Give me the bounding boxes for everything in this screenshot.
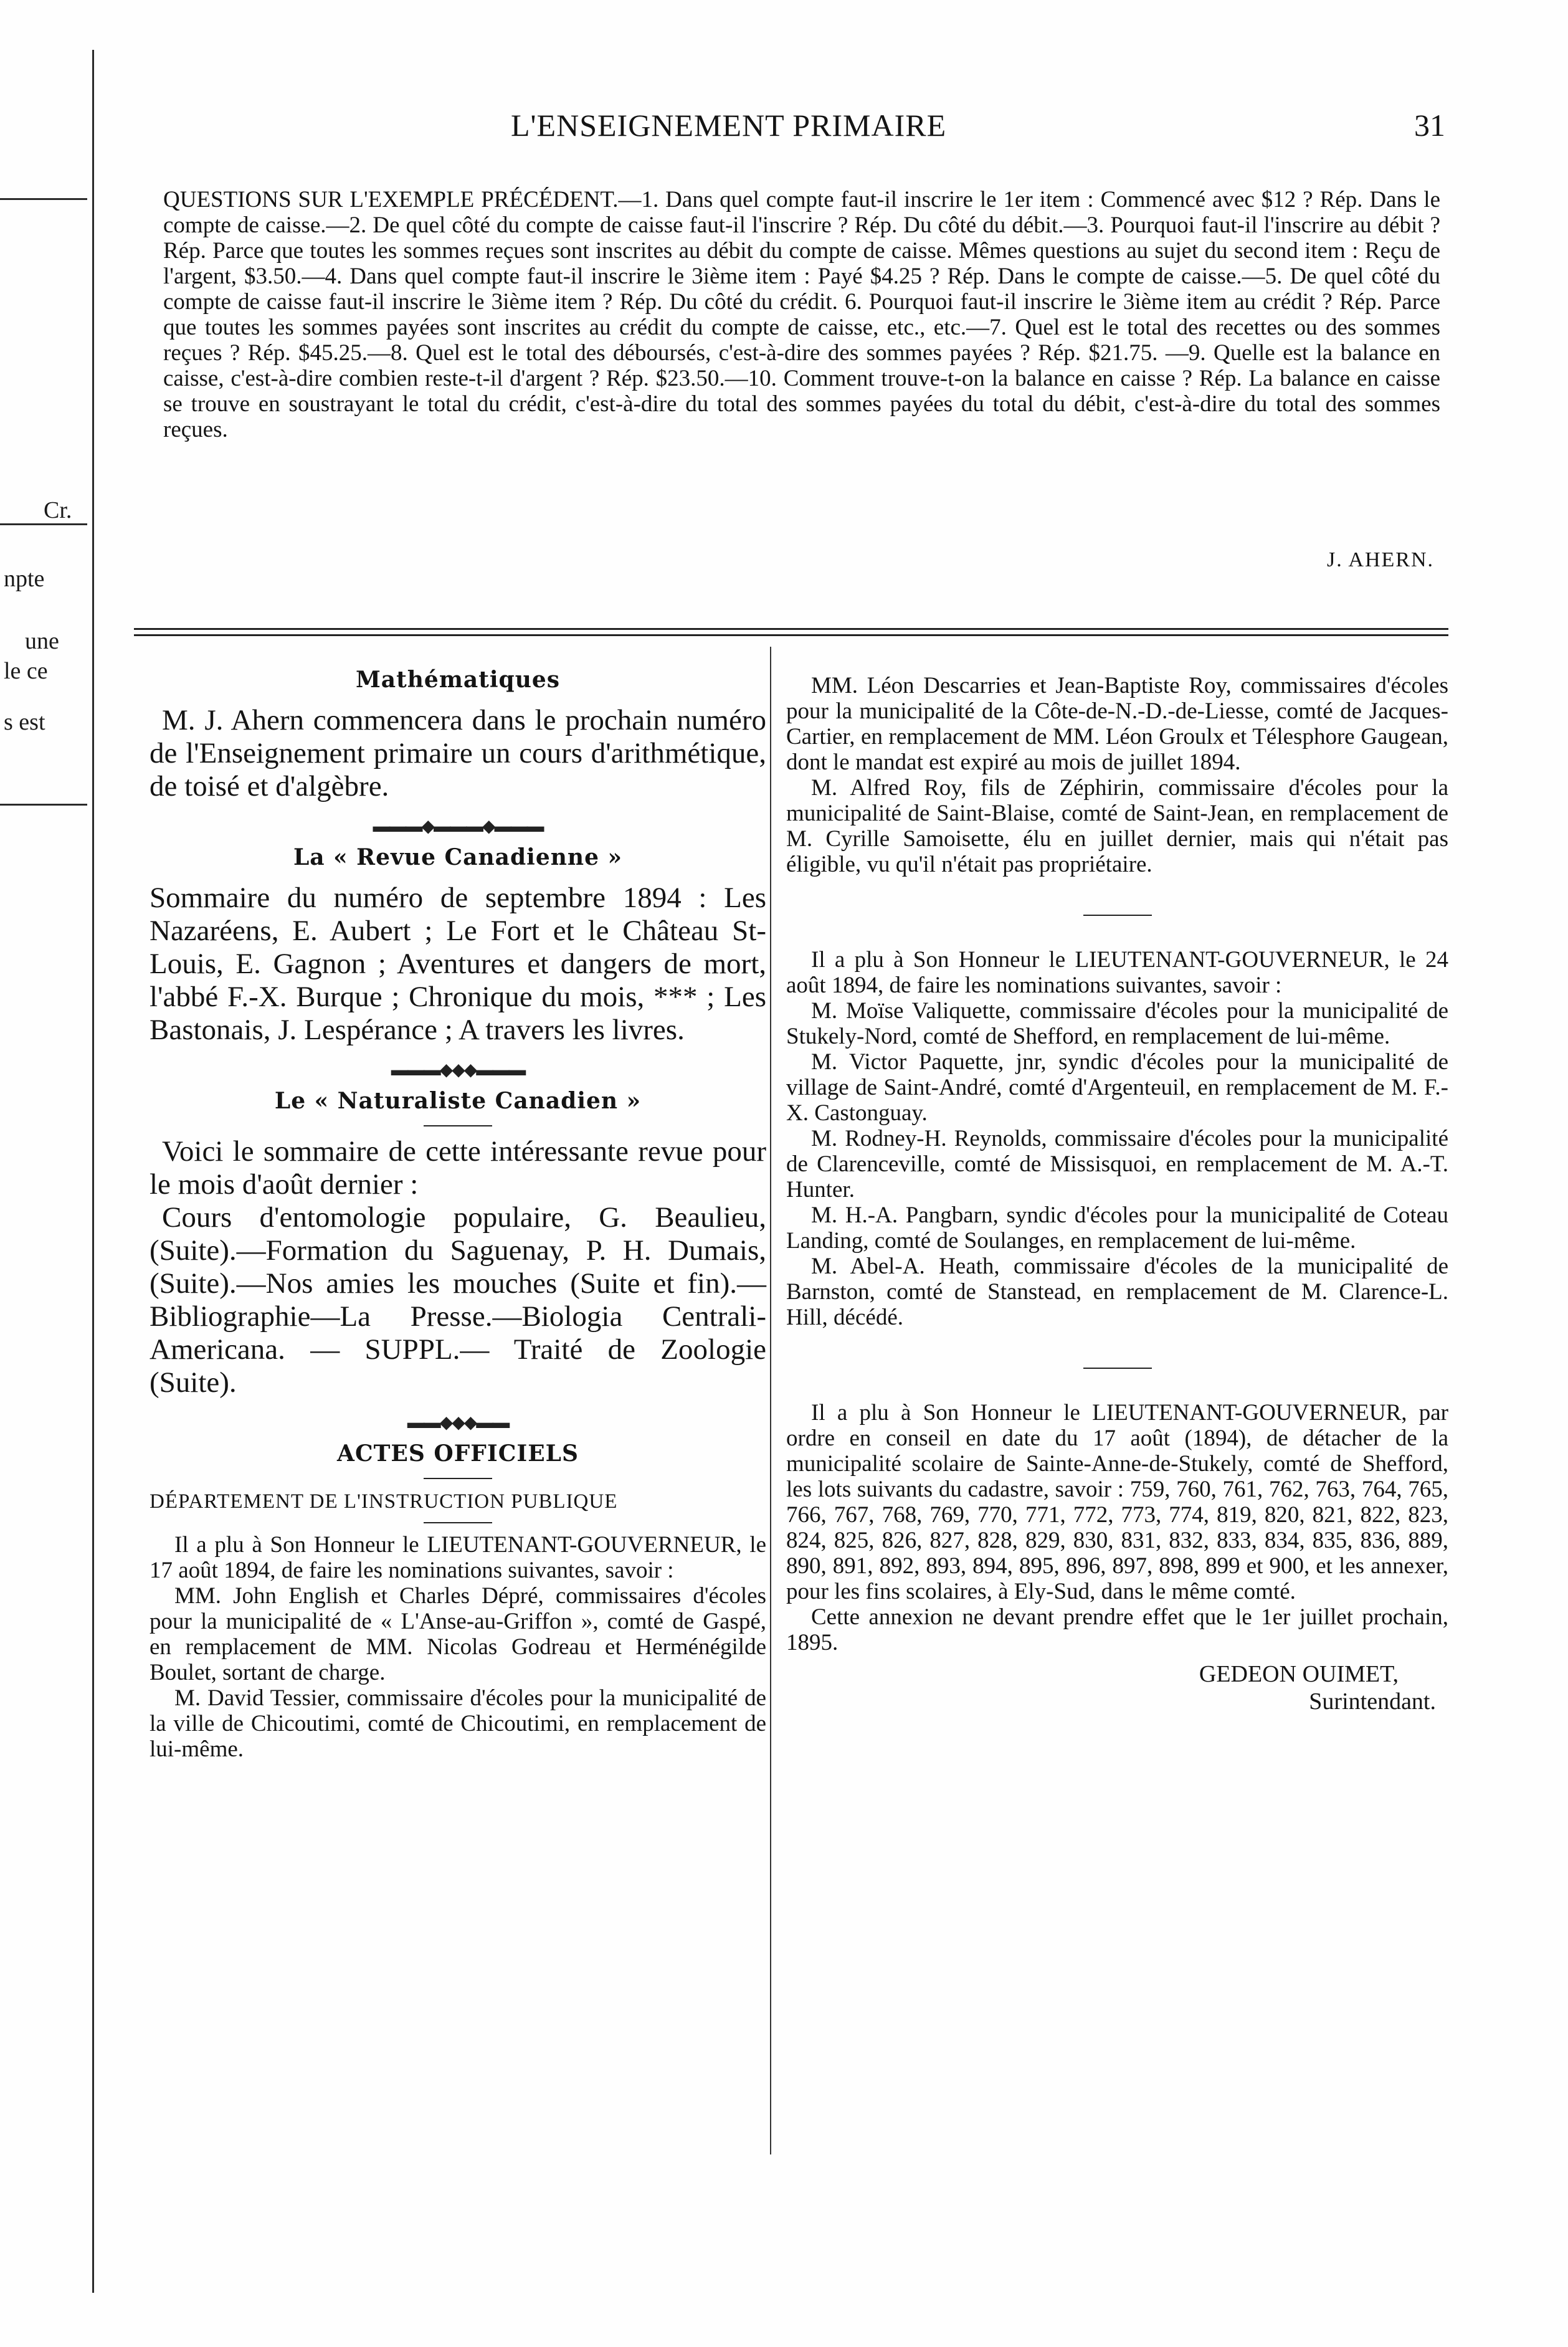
naturaliste-heading: Le « Naturaliste Canadien » — [274, 1088, 642, 1114]
department-heading: DÉPARTEMENT DE L'INSTRUCTION PUBLIQUE — [150, 1490, 618, 1513]
annexation-note: Cette annexion ne devant prendre effet que le 1er juillet prochain, 1895. — [786, 1604, 1448, 1655]
nomination-paragraph: M. Abel-A. Heath, commissaire d'écoles de la municipalité de Barnston, comté de Stanstead, en remplacement de M. Clarence-L. Hill, décédé. — [786, 1254, 1448, 1330]
signature-title: Surintendant. — [1309, 1688, 1436, 1715]
actes-paragraph: Il a plu à Son Honneur le LIEUTENANT-GOUVERNEUR, le 17 août 1894, de faire les nominations suivantes, savoir : — [150, 1532, 766, 1583]
running-title: L'ENSEIGNEMENT PRIMAIRE — [511, 108, 947, 143]
margin-fragment: s est — [4, 709, 45, 735]
ornament-divider: ▬▬◆◆◆▬▬ — [407, 1413, 509, 1432]
page-number: 31 — [1414, 108, 1445, 143]
questions-text: QUESTIONS SUR L'EXEMPLE PRÉCÉDENT.—1. Dans quel compte faut-il inscrire le 1er item : Commencé avec $12 ? Rép. Dans le compte de caisse.—2. De quel côté du compte de caisse faut-il l'inscrire ? Rép. Du côté du débit.—3. Pourquoi faut-il l'inscrire au débit ? Rép. Parce que toutes les sommes reçues sont inscrites au débit du compte de caisse. Mêmes questions au sujet du second item : Reçu de l'argent, $3.50.—4. Dans quel compte faut-il inscrire le 3ième item : Payé $4.25 ? Rép. Dans le compte de caisse.—5. De quel côté du compte de caisse faut-il inscrire le 3ième item ? Rép. Du côté du crédit. 6. Pourquoi faut-il inscrire le 3ième item au crédit ? Rép. Parce que toutes les sommes payées sont inscrites au crédit du compte de caisse, etc., etc.—7. Quel est le total des recettes ou des sommes reçues ? Rép. $45.25.—8. Quel est le total des déboursés, c'est-à-dire des sommes payées ? Rép. $21.75. —9. Quelle est la balance en caisse, c'est-à-dire combien reste-t-il d'argent ? Rép. $23.50.—10. Comment trouve-t-on la balance en caisse ? Rép. La balance en caisse se trouve en soustrayant le total du crédit, c'est-à-dire du total des sommes payées du total du débit, c'est-à-dire du total des sommes reçues. — [163, 187, 1440, 442]
margin-rule — [0, 804, 87, 806]
binding-edge-line — [92, 50, 94, 2293]
margin-rule — [0, 523, 87, 525]
math-heading: Mathématiques — [355, 667, 561, 693]
revue-heading: La « Revue Canadienne » — [293, 844, 623, 870]
page-header — [511, 107, 1445, 145]
signature-name: GEDEON OUIMET, — [1199, 1661, 1399, 1687]
margin-fragment: npte — [4, 566, 45, 592]
margin-fragment: Cr. — [44, 497, 72, 523]
right-column — [786, 673, 1448, 1715]
short-rule — [424, 1522, 492, 1523]
nomination-paragraph: M. Rodney-H. Reynolds, commissaire d'écoles pour la municipalité de Clarenceville, comté de Missisquoi, en remplacement de M. A.-T. Hunter. — [786, 1126, 1448, 1202]
margin-rule — [0, 198, 87, 200]
actes-paragraph: MM. John English et Charles Dépré, commissaires d'écoles pour la municipalité de « L'Anse-au-Griffon », comté de Gaspé, en remplacement de MM. Nicolas Godreau et Herménégilde Boulet, sortant de charge. — [150, 1583, 766, 1685]
nomination-paragraph: M. Victor Paquette, jnr, syndic d'écoles pour la municipalité de village de Saint-André, comté d'Argenteuil, en remplacement de M. F.-X. Castonguay. — [786, 1049, 1448, 1126]
actes-heading: ACTES OFFICIELS — [337, 1440, 579, 1467]
left-column — [150, 660, 766, 1762]
short-rule — [1083, 915, 1152, 916]
column-divider — [770, 647, 771, 2154]
questions-block — [163, 187, 1440, 442]
margin-fragment: le ce — [4, 658, 48, 684]
section-divider — [134, 634, 1448, 636]
annexation-paragraph: Il a plu à Son Honneur le LIEUTENANT-GOUVERNEUR, par ordre en conseil en date du 17 août (1894), de détacher de la municipalité scolaire de Sainte-Anne-de-Stukely, comté de Shefford, les lots suivants du cadastre, savoir : 759, 760, 761, 762, 763, 764, 765, 766, 767, 768, 769, 770, 771, 772, 773, 774, 819, 820, 821, 822, 823, 824, 825, 826, 827, 828, 829, 830, 831, 832, 833, 834, 835, 836, 889, 890, 891, 892, 893, 894, 895, 896, 897, 898, 899 et 900, et les annexer, pour les fins scolaires, à Ely-Sud, dans le même comté. — [786, 1400, 1448, 1604]
revue-text: Sommaire du numéro de septembre 1894 : Les Nazaréens, E. Aubert ; Le Fort et le Château St-Louis, E. Gagnon ; Aventures et dangers de mort, l'abbé F.-X. Burque ; Chronique du mois, *** ; Les Bastonais, J. Lespérance ; A travers les livres. — [150, 882, 766, 1046]
naturaliste-text: Cours d'entomologie populaire, G. Beaulieu, (Suite).—Formation du Saguenay, P. H. Dumais, (Suite).—Nos amies les mouches (Suite et fin).—Bibliographie—La Presse.—Biologia Centrali-Americana. — SUPPL.— Traité de Zoologie (Suite). — [150, 1201, 766, 1399]
actes-paragraph: M. David Tessier, commissaire d'écoles pour la municipalité de la ville de Chicoutimi, comté de Chicoutimi, en remplacement de lui-même. — [150, 1685, 766, 1762]
ornament-divider: ▬▬▬◆▬▬▬◆▬▬▬ — [373, 817, 543, 836]
margin-fragment: une — [25, 628, 59, 654]
nomination-paragraph: M. H.-A. Pangbarn, syndic d'écoles pour la municipalité de Coteau Landing, comté de Soulanges, en remplacement de lui-même. — [786, 1202, 1448, 1254]
author-signature: J. AHERN. — [1327, 548, 1434, 571]
ornament-divider: ▬▬▬◆◆◆▬▬▬ — [391, 1060, 525, 1080]
nomination-paragraph: MM. Léon Descarries et Jean-Baptiste Roy, commissaires d'écoles pour la municipalité de la Côte-de-N.-D.-de-Liesse, comté de Jacques-Cartier, en remplacement de MM. Léon Groulx et Télesphore Gaugean, dont le mandat est expiré au mois de juillet 1894. — [786, 673, 1448, 775]
nomination-paragraph: M. Alfred Roy, fils de Zéphirin, commissaire d'écoles pour la municipalité de Saint-Blaise, comté de Saint-Jean, en remplacement de M. Cyrille Samoisette, élu en juillet dernier, mais qui n'était pas éligible, vu qu'il n'était pas propriétaire. — [786, 775, 1448, 877]
naturaliste-intro: Voici le sommaire de cette intéressante revue pour le mois d'août dernier : — [150, 1135, 766, 1201]
math-text: M. J. Ahern commencera dans le prochain numéro de l'Enseignement primaire un cours d'arithmétique, de toisé et d'algèbre. — [150, 704, 766, 802]
section-divider — [134, 628, 1448, 630]
short-rule — [424, 1478, 492, 1479]
nomination-paragraph: Il a plu à Son Honneur le LIEUTENANT-GOUVERNEUR, le 24 août 1894, de faire les nominations suivantes, savoir : — [786, 947, 1448, 998]
nomination-paragraph: M. Moïse Valiquette, commissaire d'écoles pour la municipalité de Stukely-Nord, comté de Shefford, en remplacement de lui-même. — [786, 998, 1448, 1049]
short-rule — [1083, 1368, 1152, 1369]
short-rule — [424, 1125, 492, 1126]
